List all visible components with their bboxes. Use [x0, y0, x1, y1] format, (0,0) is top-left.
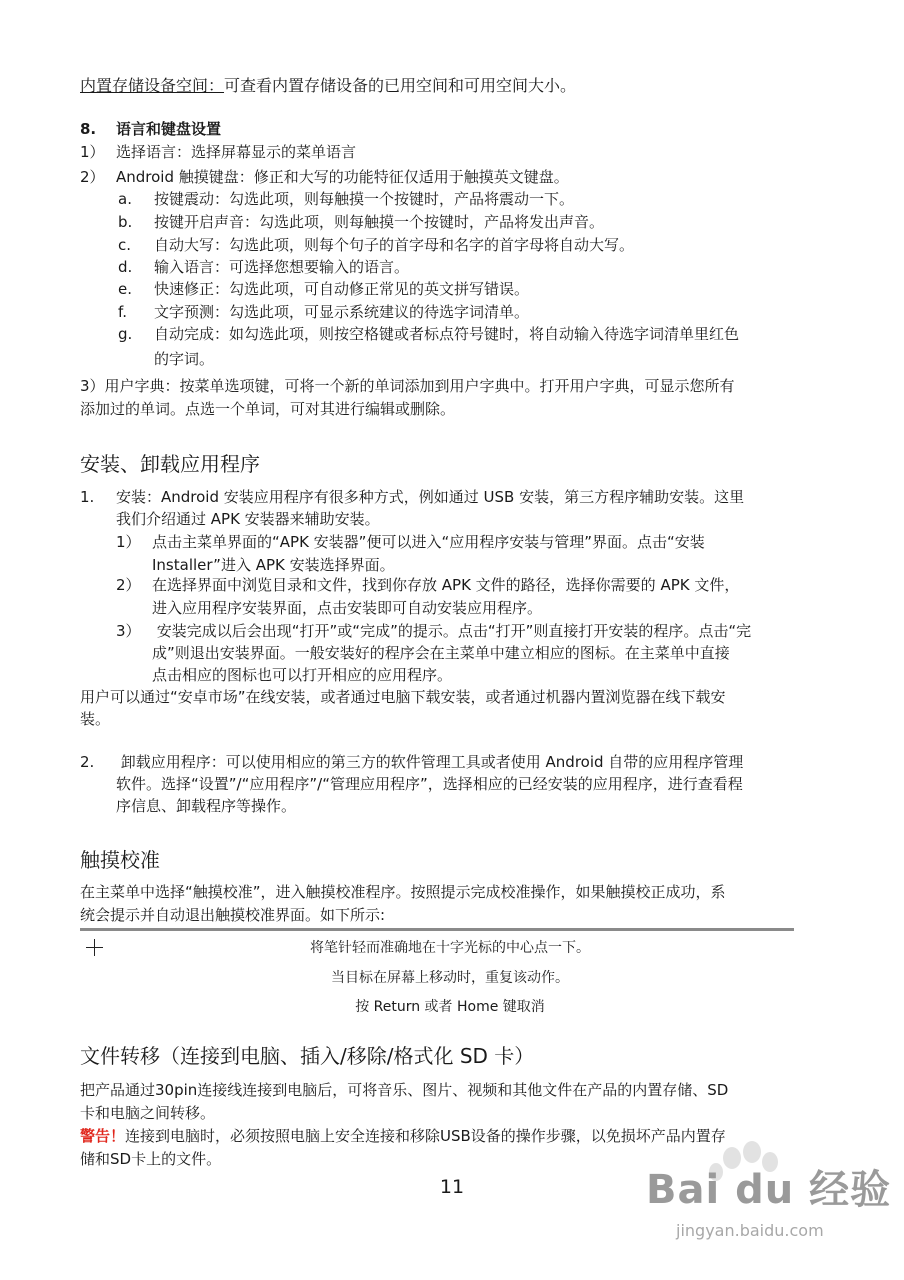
- step-text: 在选择界面中浏览目录和文件，找到你存放 APK 文件的路径，选择你需要的 APK 文件，: [152, 576, 740, 594]
- sub-item-e: [118, 280, 529, 298]
- step-text: 点击主菜单界面的“APK 安装器”便可以进入“应用程序安装与管理”界面。点击“安装: [152, 533, 705, 551]
- sub-item-a: [118, 190, 574, 208]
- watermark-brand: Bai du 经验: [646, 1167, 892, 1213]
- install-step-2: [116, 576, 739, 594]
- lang-section-title: 语言和键盘设置: [116, 120, 222, 138]
- sub-letter: d.: [118, 258, 133, 276]
- install-p2-line1: [80, 753, 743, 771]
- sub-item-c: [118, 236, 634, 254]
- touch-line1: 在主菜单中选择“触摸校准”，进入触摸校准程序。按照提示完成校准操作，如果触摸校正成功，系: [80, 883, 726, 901]
- sub-item-b: [118, 213, 604, 231]
- touch-heading: 触摸校准: [80, 848, 160, 872]
- lang-item-2-text: Android 触摸键盘：修正和大写的功能特征仅适用于触摸英文键盘。: [116, 168, 569, 186]
- sub-letter: a.: [118, 190, 132, 208]
- calibration-instruction-3: 按 Return 或者 Home 键取消: [355, 999, 545, 1015]
- sub-text: 自动大写：勾选此项，则每个句子的首字母和名字的首字母将自动大写。: [154, 236, 635, 254]
- step-text: 安装完成以后会出现“打开”或“完成”的提示。点击“打开”则直接打开安装的程序。点击“完: [152, 622, 752, 640]
- sub-text: 自动完成：如勾选此项，则按空格键或者标点符号键时，将自动输入待选字词清单里红色: [154, 325, 740, 343]
- sub-text: 文字预测：勾选此项，可显示系统建议的待选字词清单。: [154, 303, 530, 321]
- install-p2-text: 卸载应用程序：可以使用相应的第三方的软件管理工具或者使用 Android 自带的应用程序管理: [116, 753, 744, 771]
- install-p2-line2: 软件。选择“设置”/“应用程序”/“管理应用程序”，选择相应的已经安装的应用程序，进行查看程: [116, 775, 743, 793]
- sub-item-f: [118, 303, 529, 321]
- crosshair-icon-vertical: [94, 939, 95, 956]
- install-user-line1: 用户可以通过“安卓市场”在线安装，或者通过电脑下载安装，或者通过机器内置浏览器在线下载安: [80, 688, 726, 706]
- step-num: 3）: [116, 622, 141, 640]
- lang-item-2: [80, 168, 569, 186]
- calibration-instruction-2: 当目标在屏幕上移动时，重复该动作。: [331, 970, 569, 986]
- lang-item-1-text: 选择语言：选择屏幕显示的菜单语言: [116, 143, 357, 161]
- sub-text: 快速修正：勾选此项，可自动修正常见的英文拼写错误。: [154, 280, 530, 298]
- install-p1-text: 安装：Android 安装应用程序有很多种方式，例如通过 USB 安装，第三方程序辅助安装。这里: [116, 488, 745, 506]
- sub-letter: e.: [118, 280, 132, 298]
- lang-section-number: 8.: [80, 120, 97, 138]
- sub-letter: g.: [118, 325, 133, 343]
- touch-line2: 统会提示并自动退出触摸校准界面。如下所示:: [80, 906, 386, 924]
- sub-item-g-cont: 的字词。: [154, 350, 215, 368]
- lang-item-3-line1: 3）用户字典：按菜单选项键，可将一个新的单词添加到用户字典中。打开用户字典，可显示您所有: [80, 377, 735, 395]
- lang-item-1-num: 1）: [80, 143, 105, 161]
- install-step-1-line2: Installer”进入 APK 安装选择界面。: [152, 556, 395, 574]
- install-step-3: [116, 622, 751, 640]
- sub-text: 输入语言：可选择您想要输入的语言。: [154, 258, 410, 276]
- sub-item-g: [118, 325, 739, 343]
- transfer-heading: 文件转移（连接到电脑、插入/移除/格式化 SD 卡）: [80, 1044, 535, 1068]
- transfer-line2: 卡和电脑之间转移。: [80, 1104, 216, 1122]
- install-p1-num: 1.: [80, 488, 95, 506]
- lang-section-heading: [80, 120, 221, 138]
- lang-item-2-num: 2）: [80, 168, 105, 186]
- sub-letter: f.: [118, 303, 127, 321]
- install-p2-num: 2.: [80, 753, 95, 771]
- sub-letter: b.: [118, 213, 133, 231]
- storage-line: [80, 76, 576, 95]
- sub-item-d: [118, 258, 409, 276]
- install-p1-line1: [80, 488, 744, 506]
- install-heading: 安装、卸载应用程序: [80, 452, 260, 476]
- install-p1-line2: 我们介绍通过 APK 安装器来辅助安装。: [116, 510, 380, 528]
- lang-item-1: [80, 143, 356, 161]
- install-step-3-line2: 成”则退出安装界面。一般安装好的程序会在主菜单中建立相应的图标。在主菜单中直接: [152, 644, 730, 662]
- step-num: 1）: [116, 533, 141, 551]
- install-p2-line3: 序信息、卸载程序等操作。: [116, 797, 297, 815]
- warning-text: 连接到电脑时，必须按照电脑上安全连接和移除USB设备的操作步骤，以免损坏产品内置存: [125, 1127, 726, 1145]
- lang-item-3-line2: 添加过的单词。点选一个单词，可对其进行编辑或删除。: [80, 400, 456, 418]
- warning-line2: 储和SD卡上的文件。: [80, 1150, 222, 1168]
- warning-line1: [80, 1127, 726, 1145]
- install-step-2-line2: 进入应用程序安装界面，点击安装即可自动安装应用程序。: [152, 599, 543, 617]
- calibration-instruction-1: 将笔针轻而准确地在十字光标的中心点一下。: [310, 940, 590, 956]
- page-number: 11: [439, 1176, 465, 1198]
- storage-label: 内置存储设备空间：: [80, 76, 225, 95]
- warning-label: 警告！: [80, 1127, 126, 1145]
- watermark-url: jingyan.baidu.com: [676, 1221, 824, 1240]
- sub-text: 按键开启声音：勾选此项，则每触摸一个按键时，产品将发出声音。: [154, 213, 605, 231]
- install-step-3-line3: 点击相应的图标也可以打开相应的应用程序。: [152, 666, 453, 684]
- sub-letter: c.: [118, 236, 132, 254]
- transfer-line1: 把产品通过30pin连接线连接到电脑后，可将音乐、图片、视频和其他文件在产品的内置存储、SD: [80, 1081, 729, 1099]
- step-num: 2）: [116, 576, 141, 594]
- calibration-screen-divider: [80, 928, 794, 931]
- sub-text: 按键震动：勾选此项，则每触摸一个按键时，产品将震动一下。: [154, 190, 575, 208]
- install-user-line2: 装。: [80, 710, 111, 728]
- storage-desc: 可查看内置存储设备的已用空间和可用空间大小。: [224, 76, 577, 95]
- install-step-1: [116, 533, 705, 551]
